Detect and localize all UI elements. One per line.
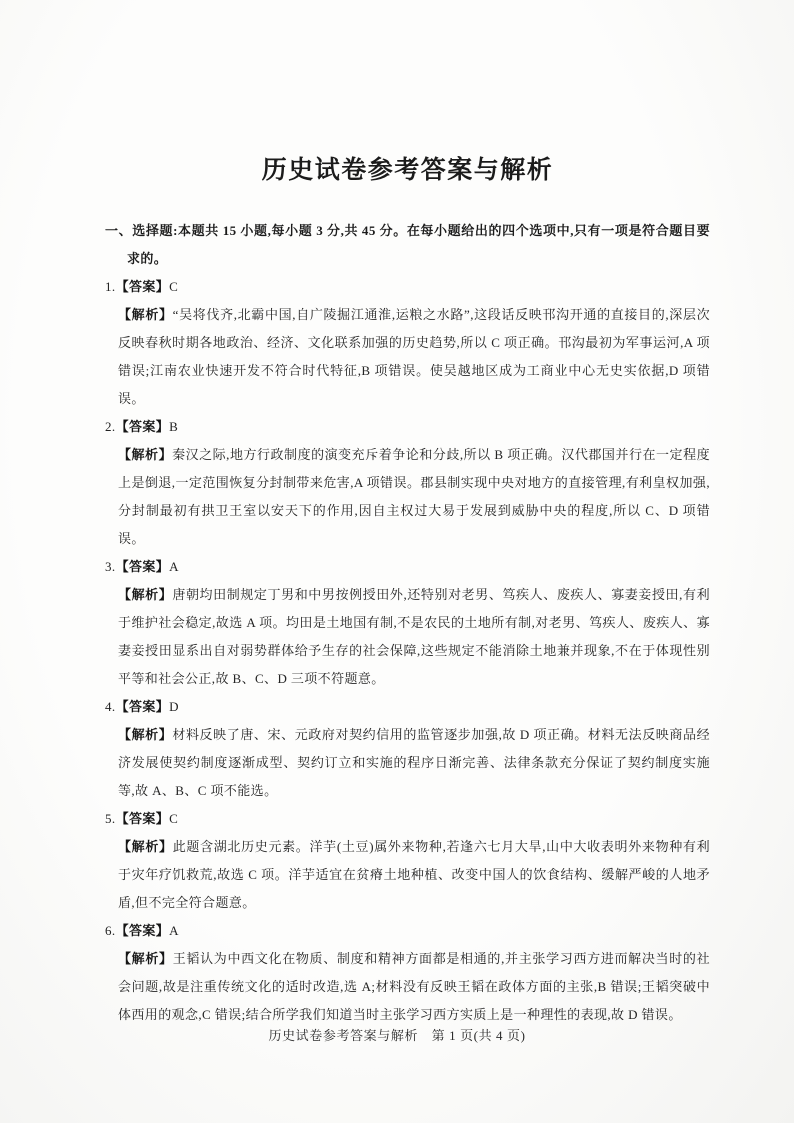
question-number: 1. xyxy=(105,279,116,294)
answer-label: 【答案】 xyxy=(115,923,170,938)
analysis-paragraph xyxy=(118,581,710,693)
analysis-text: 唐朝均田制规定丁男和中男按例授田外,还特别对老男、笃疾人、废疾人、寡妻妾授田,有利于维护社会稳定,故选 A 项。均田是土地国有制,不是农民的土地所有制,对老男、笃疾人、废疾人、寡妻妾授田显系出自对弱势群体给予生存的社会保障,这些规定不能消除土地兼并现象,不在于体现性别平等和社会公正,故 B、C、D 三项不符题意。 xyxy=(118,587,710,686)
questions-list xyxy=(105,273,710,1029)
answer-letter: C xyxy=(169,811,179,826)
answer-letter: C xyxy=(169,279,179,294)
answer-line xyxy=(105,917,710,945)
question-number: 2. xyxy=(105,419,116,434)
section-heading: 一、选择题:本题共 15 小题,每小题 3 分,共 45 分。在每小题给出的四个选项中,只有一项是符合题目要求的。 xyxy=(105,223,710,266)
answer-line xyxy=(105,413,710,441)
answer-label: 【答案】 xyxy=(115,699,170,714)
analysis-text: 此题含湖北历史元素。洋芋(土豆)属外来物种,若逢六七月大旱,山中大收表明外来物种有利于灾年疗饥救荒,故选 C 项。洋芋适宜在贫瘠土地种植、改变中国人的饮食结构、缓解严峻的人地矛盾,但不完全符合题意。 xyxy=(118,839,710,910)
analysis-text: 材料反映了唐、宋、元政府对契约信用的监管逐步加强,故 D 项正确。材料无法反映商品经济发展使契约制度逐渐成型、契约订立和实施的程序日渐完善、法律条款充分保证了契约制度实施等,故 A、B、C 项不能选。 xyxy=(118,727,710,798)
answer-line xyxy=(105,805,710,833)
answer-letter: D xyxy=(169,699,179,714)
question-number: 3. xyxy=(105,559,116,574)
question-number: 4. xyxy=(105,699,116,714)
question-block xyxy=(105,413,710,553)
answer-line xyxy=(105,693,710,721)
analysis-label: 【解析】 xyxy=(118,447,173,462)
analysis-text: 王韬认为中西文化在物质、制度和精神方面都是相通的,并主张学习西方进而解决当时的社会问题,故是注重传统文化的适时改造,选 A;材料没有反映王韬在政体方面的主张,B 错误;王韬突破中体西用的观念,C 错误;结合所学我们知道当时主张学习西方实质上是一种理性的表现,故 D 错误。 xyxy=(118,951,710,1022)
analysis-label: 【解析】 xyxy=(118,307,173,322)
answer-letter: B xyxy=(169,419,179,434)
page-title: 历史试卷参考答案与解析 xyxy=(261,157,554,184)
answer-label: 【答案】 xyxy=(115,559,170,574)
answer-label: 【答案】 xyxy=(115,811,170,826)
analysis-label: 【解析】 xyxy=(118,839,173,854)
answer-letter: A xyxy=(169,923,179,938)
analysis-text: 秦汉之际,地方行政制度的演变充斥着争论和分歧,所以 B 项正确。汉代郡国并行在一定程度上是倒退,一定范围恢复分封制带来危害,A 项错误。郡县制实现中央对地方的直接管理,有利皇权加强,分封制最初有拱卫王室以安天下的作用,因自主权过大易于发展到威胁中央的程度,所以 C、D 项错误。 xyxy=(118,447,710,546)
answer-label: 【答案】 xyxy=(115,279,170,294)
page-footer: 历史试卷参考答案与解析 第 1 页(共 4 页) xyxy=(268,1028,526,1043)
question-block xyxy=(105,805,710,917)
question-block xyxy=(105,917,710,1029)
question-block xyxy=(105,553,710,693)
analysis-label: 【解析】 xyxy=(118,727,173,742)
page-content xyxy=(105,0,710,1029)
analysis-paragraph xyxy=(118,833,710,917)
analysis-paragraph xyxy=(118,301,710,413)
question-number: 6. xyxy=(105,923,116,938)
analysis-label: 【解析】 xyxy=(118,587,173,602)
question-block xyxy=(105,273,710,413)
analysis-label: 【解析】 xyxy=(118,951,173,966)
analysis-text: “吴将伐齐,北霸中国,自广陵掘江通淮,运粮之水路”,这段话反映邗沟开通的直接目的,深层次反映春秋时期各地政治、经济、文化联系加强的历史趋势,所以 C 项正确。邗沟最初为军事运河,A 项错误;江南农业快速开发不符合时代特征,B 项错误。使吴越地区成为工商业中心无史实依据,D 项错误。 xyxy=(118,307,711,406)
analysis-paragraph xyxy=(118,441,710,553)
analysis-paragraph xyxy=(118,721,710,805)
question-number: 5. xyxy=(105,811,116,826)
analysis-paragraph xyxy=(118,945,710,1029)
question-block xyxy=(105,693,710,805)
answer-line xyxy=(105,273,710,301)
answer-label: 【答案】 xyxy=(115,419,170,434)
answer-line xyxy=(105,553,710,581)
answer-letter: A xyxy=(169,559,179,574)
